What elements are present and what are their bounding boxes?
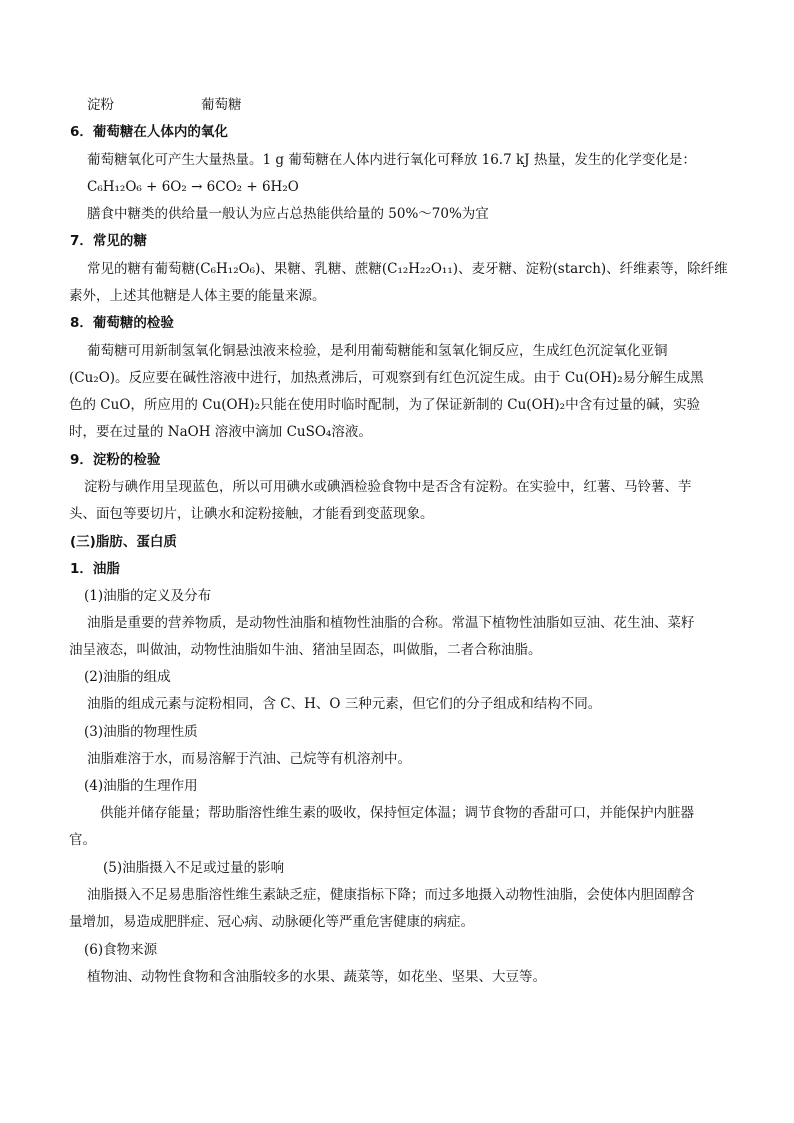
paragraph-line: 色的 CuO，所应用的 Cu(OH)₂只能在使用时临时配制，为了保证新制的 Cu(OH)₂中含有过量的碱，实验 <box>69 397 701 413</box>
paragraph-line: 油脂的组成元素与淀粉相同，含 C、H、O 三种元素，但它们的分子组成和结构不同。 <box>87 696 602 712</box>
paragraph-line: 植物油、动物性食物和含油脂较多的水果、蔬菜等，如花坐、坚果、大豆等。 <box>87 969 546 985</box>
section-heading: 1．油脂 <box>70 561 120 577</box>
paragraph-line: 膳食中糖类的供给量一般认为应占总热能供给量的 50%～70%为宜 <box>87 206 489 222</box>
section-heading: (三)脂肪、蛋白质 <box>70 534 177 550</box>
paragraph-line: 量增加，易造成肥胖症、冠心病、动脉硬化等严重危害健康的病症。 <box>69 914 474 930</box>
paragraph-line: 常见的糖有葡萄糖(C₆H₁₂O₆)、果糖、乳糖、蔗糖(C₁₂H₂₂O₁₁)、麦牙糖、淀粉(starch)、纤维素等，除纤维 <box>87 261 728 277</box>
section-heading: 8．葡萄糖的检验 <box>70 315 174 331</box>
section-heading: 6．葡萄糖在人体内的氧化 <box>70 124 228 140</box>
equation-line: C₆H₁₂O₆ + 6O₂ → 6CO₂ + 6H₂O <box>87 179 299 195</box>
paragraph-line: 油呈液态，叫做油，动物性油脂如牛油、猪油呈固态，叫做脂，二者合称油脂。 <box>69 642 542 658</box>
paragraph-line: (Cu₂O)。反应要在碱性溶液中进行，加热煮沸后，可观察到有红色沉淀生成。由于 Cu(OH)₂易分解生成黑 <box>69 370 704 386</box>
subsection-heading: (6)食物来源 <box>84 942 158 958</box>
subsection-heading: (3)油脂的物理性质 <box>84 724 198 740</box>
subsection-heading: (1)油脂的定义及分布 <box>84 588 212 604</box>
text-line: 葡萄糖 <box>201 97 242 113</box>
paragraph-line: 油脂难溶于水，而易溶解于汽油、己烷等有机溶剂中。 <box>87 751 411 767</box>
paragraph-line: 素外，上述其他糖是人体主要的能量来源。 <box>69 288 326 304</box>
paragraph-line: 淀粉与碘作用呈现蓝色，所以可用碘水或碘酒检验食物中是否含有淀粉。在实验中，红薯、马铃薯、芋 <box>84 479 692 495</box>
paragraph-line: 时，要在过量的 NaOH 溶液中滴加 CuSO₄溶液。 <box>69 424 372 440</box>
paragraph-line: 供能并储存能量；帮助脂溶性维生素的吸收，保持恒定体温；调节食物的香甜可口，并能保护内脏器 <box>100 805 694 821</box>
paragraph-line: 葡萄糖可用新制氢氧化铜悬浊液来检验，是利用葡萄糖能和氢氧化铜反应，生成红色沉淀氧化亚铜 <box>87 343 668 359</box>
paragraph-line: 葡萄糖氧化可产生大量热量。1 g 葡萄糖在人体内进行氧化可释放 16.7 kJ 热量，发生的化学变化是： <box>87 152 696 168</box>
section-heading: 7．常见的糖 <box>70 233 147 249</box>
subsection-heading: (5)油脂摄入不足或过量的影响 <box>103 860 285 876</box>
paragraph-line: 头、面包等要切片，让碘水和淀粉接触，才能看到变蓝现象。 <box>69 506 434 522</box>
paragraph-line: 油脂是重要的营养物质，是动物性油脂和植物性油脂的合称。常温下植物性油脂如豆油、花生油、菜籽 <box>87 615 695 631</box>
paragraph-line: 油脂摄入不足易患脂溶性维生素缺乏症，健康指标下降；而过多地摄入动物性油脂，会使体内胆固醇含 <box>87 887 695 903</box>
subsection-heading: (2)油脂的组成 <box>84 669 171 685</box>
text-line: 淀粉 <box>87 97 114 113</box>
paragraph-line: 官。 <box>69 832 96 848</box>
section-heading: 9．淀粉的检验 <box>70 452 161 468</box>
subsection-heading: (4)油脂的生理作用 <box>84 778 198 794</box>
